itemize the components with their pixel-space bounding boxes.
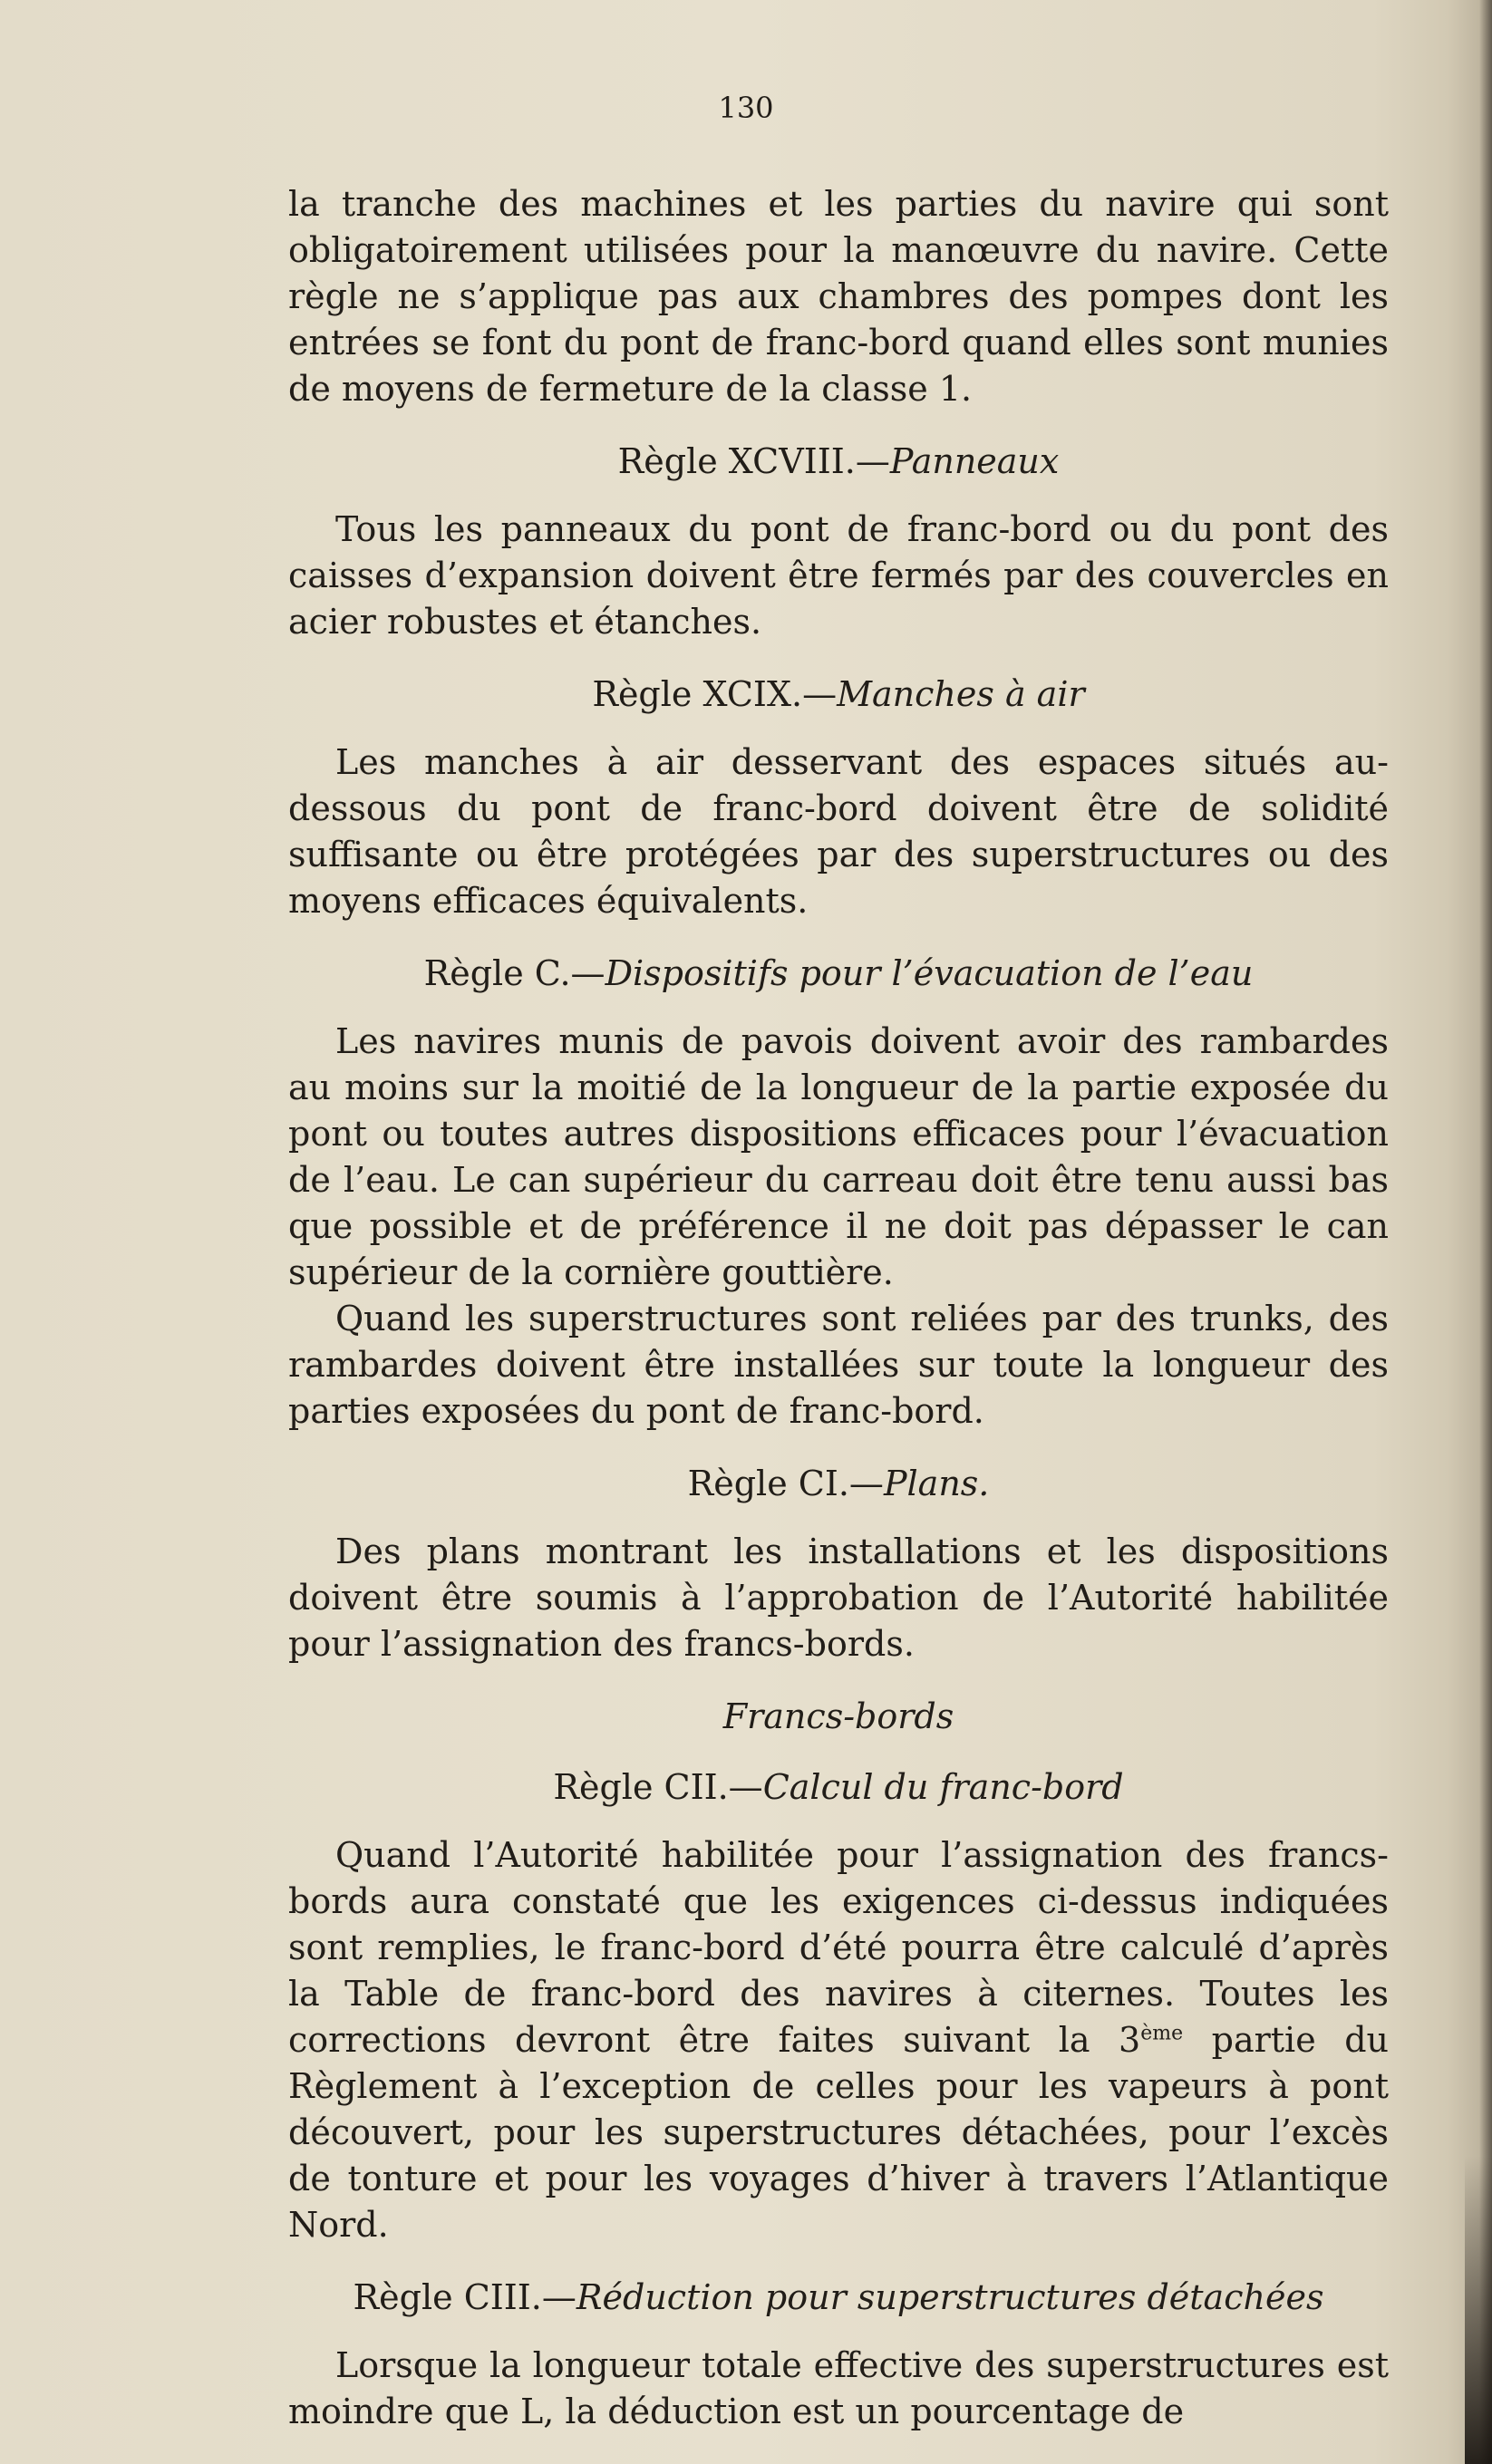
- rule-label: Règle CIII.—: [353, 2277, 576, 2317]
- paragraph: Quand les superstructures sont reliées par des trunks, des rambardes doivent être installées sur toute la longueur des parties exposées du pont de franc-bord.: [288, 1299, 1389, 1431]
- rule-label: Règle XCVIII.—: [617, 441, 890, 481]
- rule-title: Réduction pour superstructures détachées: [576, 2277, 1324, 2317]
- section-heading: Francs-bords: [722, 1696, 954, 1736]
- superscript: ème: [1140, 2022, 1184, 2045]
- rule-label: Règle CII.—: [553, 1767, 763, 1807]
- rule-title: Dispositifs pour l’évacuation de l’eau: [605, 953, 1254, 993]
- rule-heading-ci: [288, 1462, 1389, 1505]
- rule-title: Panneaux: [889, 441, 1060, 481]
- rule-heading-xcix: [288, 672, 1389, 716]
- rule-label: Règle CI.—: [687, 1464, 884, 1503]
- paragraph: Des plans montrant les installations et les dispositions doivent être soumis à l’approbation de l’Autorité habilitée pour l’assignation des francs-bords.: [288, 1532, 1389, 1664]
- body-text: [288, 181, 1389, 2435]
- rule-label: Règle C.—: [423, 953, 606, 993]
- rule-heading-ciii: [288, 2276, 1389, 2319]
- paragraph: Lorsque la longueur totale effective des superstructures est moindre que L, la déduction est un pourcentage de: [288, 2345, 1389, 2431]
- paragraph: Les navires munis de pavois doivent avoir des rambardes au moins sur la moitié de la longueur de la partie exposée du pont ou toutes autres dispositions efficaces pour l’évacuation de l’eau. Le can supérieur du carreau doit être tenu aussi bas que possible et de préférence il ne doit pas dépasser le can supérieur de la cornière gouttière.: [288, 1021, 1389, 1292]
- page-edge-shadow: [1479, 0, 1492, 2464]
- rule-heading-c: [288, 952, 1389, 995]
- paragraph: Tous les panneaux du pont de franc-bord ou du pont des caisses d’expansion doivent être fermés par des couvercles en acier robustes et étanches.: [288, 509, 1389, 642]
- rule-title: Calcul du franc-bord: [762, 1767, 1124, 1807]
- paragraph-text: Quand l’Autorité habilitée pour l’assignation des francs-bords aura constaté que les exigences ci-dessus indiquées sont remplies, le franc-bord d’été pourra être calculé d’après la Table de franc-bord des navires à citernes. Toutes les corrections devront être faites suivant la 3: [288, 1835, 1389, 2060]
- rule-heading-xcviii: [288, 440, 1389, 483]
- rule-heading-cii: [288, 1765, 1389, 1809]
- paragraph: Les manches à air desservant des espaces situés au-dessous du pont de franc-bord doivent être de solidité suffisante ou être protégées par des superstructures ou des moyens efficaces équivalents.: [288, 742, 1389, 921]
- rule-label: Règle XCIX.—: [592, 674, 838, 714]
- rule-title: Manches à air: [837, 674, 1085, 714]
- rule-title: Plans.: [883, 1464, 990, 1503]
- paragraph: [288, 1832, 1389, 2248]
- paragraph-text: partie du Règlement à l’exception de celles pour les vapeurs à pont découvert, pour les superstructures détachées, pour l’excès de tonture et pour les voyages d’hiver à travers l’Atlantique Nord.: [288, 2020, 1390, 2245]
- paragraph: la tranche des machines et les parties du navire qui sont obligatoirement utilisées pour la manœuvre du navire. Cette règle ne s’applique pas aux chambres des pompes dont les entrées se font du pont de franc-bord quand elles sont munies de moyens de fermeture de la classe 1.: [288, 184, 1389, 409]
- page-corner-shadow: [1465, 2156, 1492, 2464]
- page-number: 130: [718, 91, 774, 125]
